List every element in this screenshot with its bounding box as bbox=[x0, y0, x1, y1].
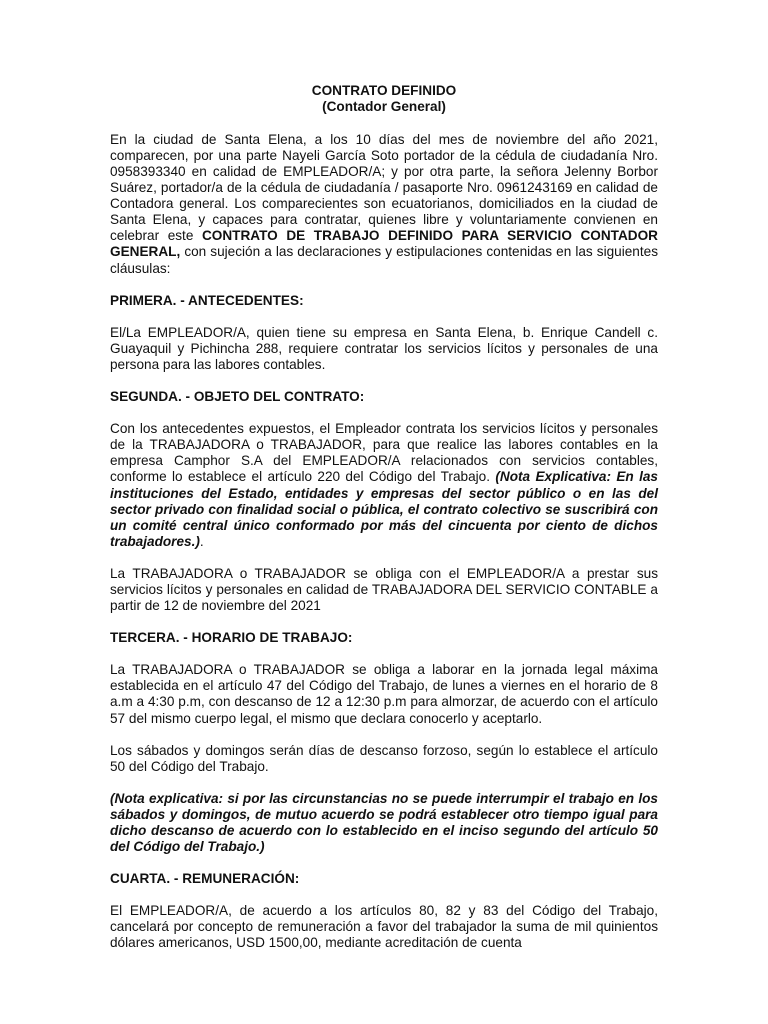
clause-primera-text: El/La EMPLEADOR/A, quien tiene su empresa en Santa Elena, b. Enrique Candell c. Guayaquil y Pichincha 288, requiere contratar los servicios lícitos y personales de una persona para las labores contables. bbox=[110, 324, 658, 372]
clause-heading-tercera: TERCERA. - HORARIO DE TRABAJO: bbox=[110, 630, 353, 646]
intro-text-1: En la ciudad de Santa Elena, a los 10 días del mes de noviembre del año 2021, comparecen, por una parte Nayeli García Soto portador de la cédula de ciudadanía Nro. 0958393340 en calidad de EMPLEADOR/A; y por otra parte, la señora Jelenny Borbor Suárez, portador/a de la cédula de ciudadanía / pasaporte Nro. 0961243169 en calidad de Contadora general. Los comparecientes son ecuatorianos, domiciliados en la ciudad de Santa Elena, y capaces para contratar, quienes libre y voluntariamente convienen en celebrar este bbox=[110, 131, 658, 244]
clause-tercera-paragraph-1: La TRABAJADORA o TRABAJADOR se obliga a laborar en la jornada legal máxima establecida en el artículo 47 del Código del Trabajo, de lunes a viernes en el horario de 8 a.m a 4:30 p.m, con descanso de 12 a 12:30 p.m para almorzar, de acuerdo con el artículo 57 del mismo cuerpo legal, el mismo que declara conocerlo y aceptarlo. bbox=[110, 662, 658, 726]
tercera-explanatory-note: (Nota explicativa: si por las circunstancias no se puede interrumpir el trabajo en los sábados y domingos, de mutuo acuerdo se podrá establecer otro tiempo igual para dicho descanso de acuerdo con lo establecido en el inciso segundo del artículo 50 del Código del Trabajo.) bbox=[110, 790, 658, 855]
title-line-2: (Contador General) bbox=[322, 99, 446, 115]
intro-paragraph bbox=[110, 132, 658, 277]
clause-tercera-paragraph-2: Los sábados y domingos serán días de descanso forzoso, según lo establece el artículo 50 del Código del Trabajo. bbox=[110, 742, 658, 774]
clause-cuarta-text: El EMPLEADOR/A, de acuerdo a los artículos 80, 82 y 83 del Código del Trabajo, cancelará por concepto de remuneración a favor del trabajador la suma de mil quinientos dólares americanos, USD 1500,00, mediante acreditación de cuenta bbox=[110, 903, 658, 951]
clause-heading-primera: PRIMERA. - ANTECEDENTES: bbox=[110, 292, 304, 308]
clause-heading-segunda: SEGUNDA. - OBJETO DEL CONTRATO: bbox=[110, 389, 365, 405]
clause-segunda-paragraph-1 bbox=[110, 421, 658, 550]
segunda-explanatory-note: (Nota Explicativa: En las instituciones del Estado, entidades y empresas del sector público o en las del sector privado con finalidad social o pública, el contrato colectivo se suscribirá con un comité central único conformado por más del cincuenta por ciento de dichos trabajadores.) bbox=[110, 469, 658, 549]
segunda-text-1-end: . bbox=[199, 533, 204, 549]
contract-document bbox=[110, 83, 658, 968]
intro-text-2: con sujeción a las declaraciones y estipulaciones contenidas en las siguientes cláusulas: bbox=[110, 244, 658, 276]
segunda-text-1: Con los antecedentes expuestos, el Empleador contrata los servicios lícitos y personales de la TRABAJADORA o TRABAJADOR, para que realice las labores contables en la empresa Camphor S.A del EMPLEADOR/A relacionados con servicios contables, conforme lo establece el artículo 220 del Código del Trabajo. bbox=[110, 421, 658, 485]
document-title bbox=[110, 83, 658, 116]
clause-heading-cuarta: CUARTA. - REMUNERACIÓN: bbox=[110, 871, 300, 887]
title-line-1: CONTRATO DEFINIDO bbox=[311, 83, 457, 98]
clause-segunda-paragraph-2: La TRABAJADORA o TRABAJADOR se obliga con el EMPLEADOR/A a prestar sus servicios lícitos y personales en calidad de TRABAJADORA DEL SERVICIO CONTABLE a partir de 12 de noviembre del 2021 bbox=[110, 565, 658, 614]
intro-contract-name: CONTRATO DE TRABAJO DEFINIDO PARA SERVICIO CONTADOR GENERAL, bbox=[110, 228, 658, 260]
